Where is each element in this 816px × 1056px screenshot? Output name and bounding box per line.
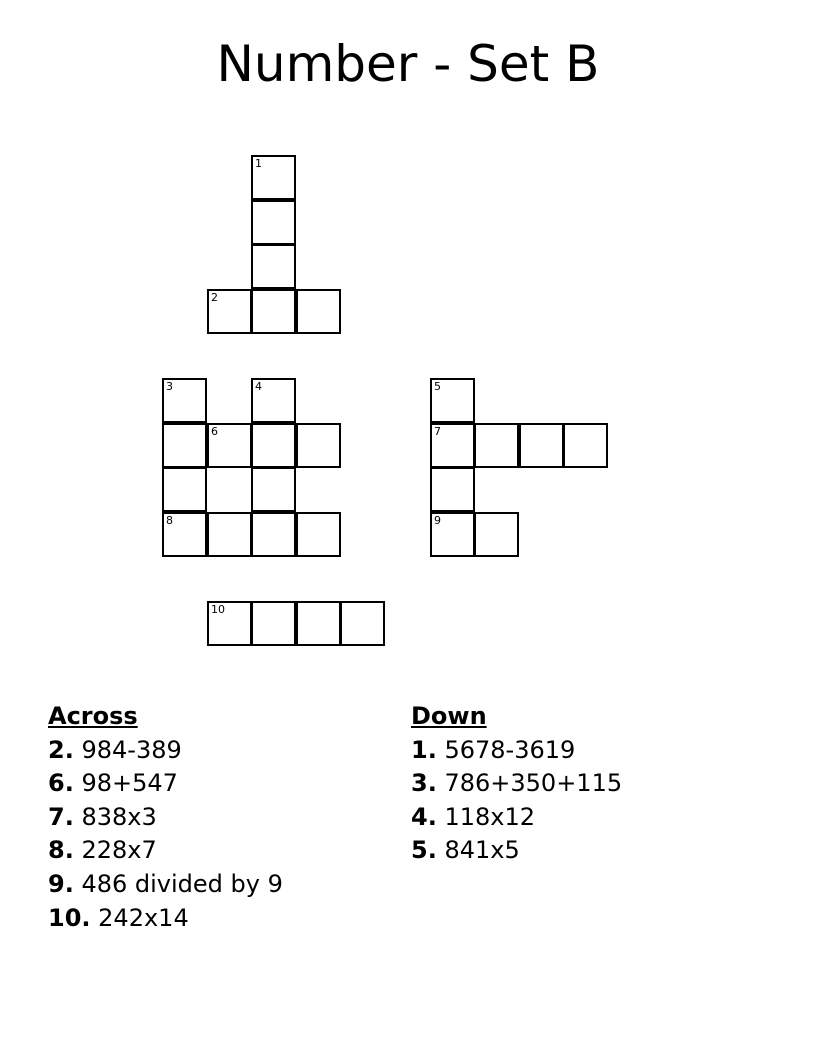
crossword-cell[interactable] (207, 512, 252, 557)
down-clue (411, 734, 622, 768)
across-heading: Across (48, 702, 138, 730)
crossword-cell[interactable] (251, 289, 296, 334)
down-heading: Down (411, 702, 487, 730)
cell-number: 1 (255, 157, 262, 170)
cell-number: 3 (166, 380, 173, 393)
down-clue (411, 801, 622, 835)
crossword-cell[interactable] (207, 601, 252, 646)
clue-text: 228x7 (81, 836, 157, 865)
cell-number: 6 (211, 425, 218, 438)
crossword-cell[interactable] (430, 378, 475, 423)
clue-number: 10. (48, 903, 91, 932)
clue-text: 98+547 (81, 769, 178, 798)
across-clue (48, 902, 283, 936)
crossword-cell[interactable] (251, 512, 296, 557)
across-clues (48, 700, 283, 935)
crossword-cell[interactable] (251, 601, 296, 646)
crossword-cell[interactable] (474, 512, 519, 557)
clue-text: 786+350+115 (444, 769, 623, 798)
clue-number: 3. (411, 769, 437, 798)
across-clue (48, 834, 283, 868)
across-clue (48, 767, 283, 801)
cell-number: 10 (211, 603, 225, 616)
clue-number: 8. (48, 836, 74, 865)
across-clue (48, 734, 283, 768)
crossword-cell[interactable] (430, 467, 475, 512)
cell-number: 4 (255, 380, 262, 393)
crossword-cell[interactable] (251, 200, 296, 245)
crossword-cell[interactable] (296, 423, 341, 468)
crossword-cell[interactable] (340, 601, 385, 646)
crossword-cell[interactable] (162, 378, 207, 423)
cell-number: 5 (434, 380, 441, 393)
crossword-cell[interactable] (251, 378, 296, 423)
clue-number: 2. (48, 735, 74, 764)
clue-text: 5678-3619 (444, 735, 576, 764)
cell-number: 9 (434, 514, 441, 527)
crossword-cell[interactable] (251, 423, 296, 468)
clue-number: 5. (411, 836, 437, 865)
cell-number: 2 (211, 291, 218, 304)
down-clue (411, 767, 622, 801)
clue-text: 486 divided by 9 (81, 869, 283, 898)
down-clue (411, 834, 622, 868)
clue-number: 6. (48, 769, 74, 798)
crossword-cell[interactable] (207, 423, 252, 468)
crossword-cell[interactable] (430, 423, 475, 468)
cell-number: 8 (166, 514, 173, 527)
across-clue (48, 801, 283, 835)
clue-text: 118x12 (444, 802, 536, 831)
crossword-cell[interactable] (519, 423, 564, 468)
crossword-cell[interactable] (296, 289, 341, 334)
crossword-cell[interactable] (474, 423, 519, 468)
clue-text: 242x14 (98, 903, 189, 932)
crossword-cell[interactable] (430, 512, 475, 557)
clue-number: 1. (411, 735, 437, 764)
crossword-cell[interactable] (251, 244, 296, 289)
crossword-cell[interactable] (296, 512, 341, 557)
crossword-cell[interactable] (207, 289, 252, 334)
clue-number: 9. (48, 869, 74, 898)
crossword-cell[interactable] (162, 467, 207, 512)
clue-text: 838x3 (81, 802, 157, 831)
down-clues (411, 700, 622, 868)
clue-text: 841x5 (444, 836, 520, 865)
puzzle-title: Number - Set B (216, 35, 600, 93)
crossword-cell[interactable] (162, 423, 207, 468)
crossword-cell[interactable] (251, 155, 296, 200)
crossword-cell[interactable] (251, 467, 296, 512)
clue-text: 984-389 (81, 735, 182, 764)
crossword-cell[interactable] (162, 512, 207, 557)
clue-number: 4. (411, 802, 437, 831)
clue-number: 7. (48, 802, 74, 831)
crossword-cell[interactable] (296, 601, 341, 646)
across-clue (48, 868, 283, 902)
cell-number: 7 (434, 425, 441, 438)
crossword-cell[interactable] (563, 423, 608, 468)
